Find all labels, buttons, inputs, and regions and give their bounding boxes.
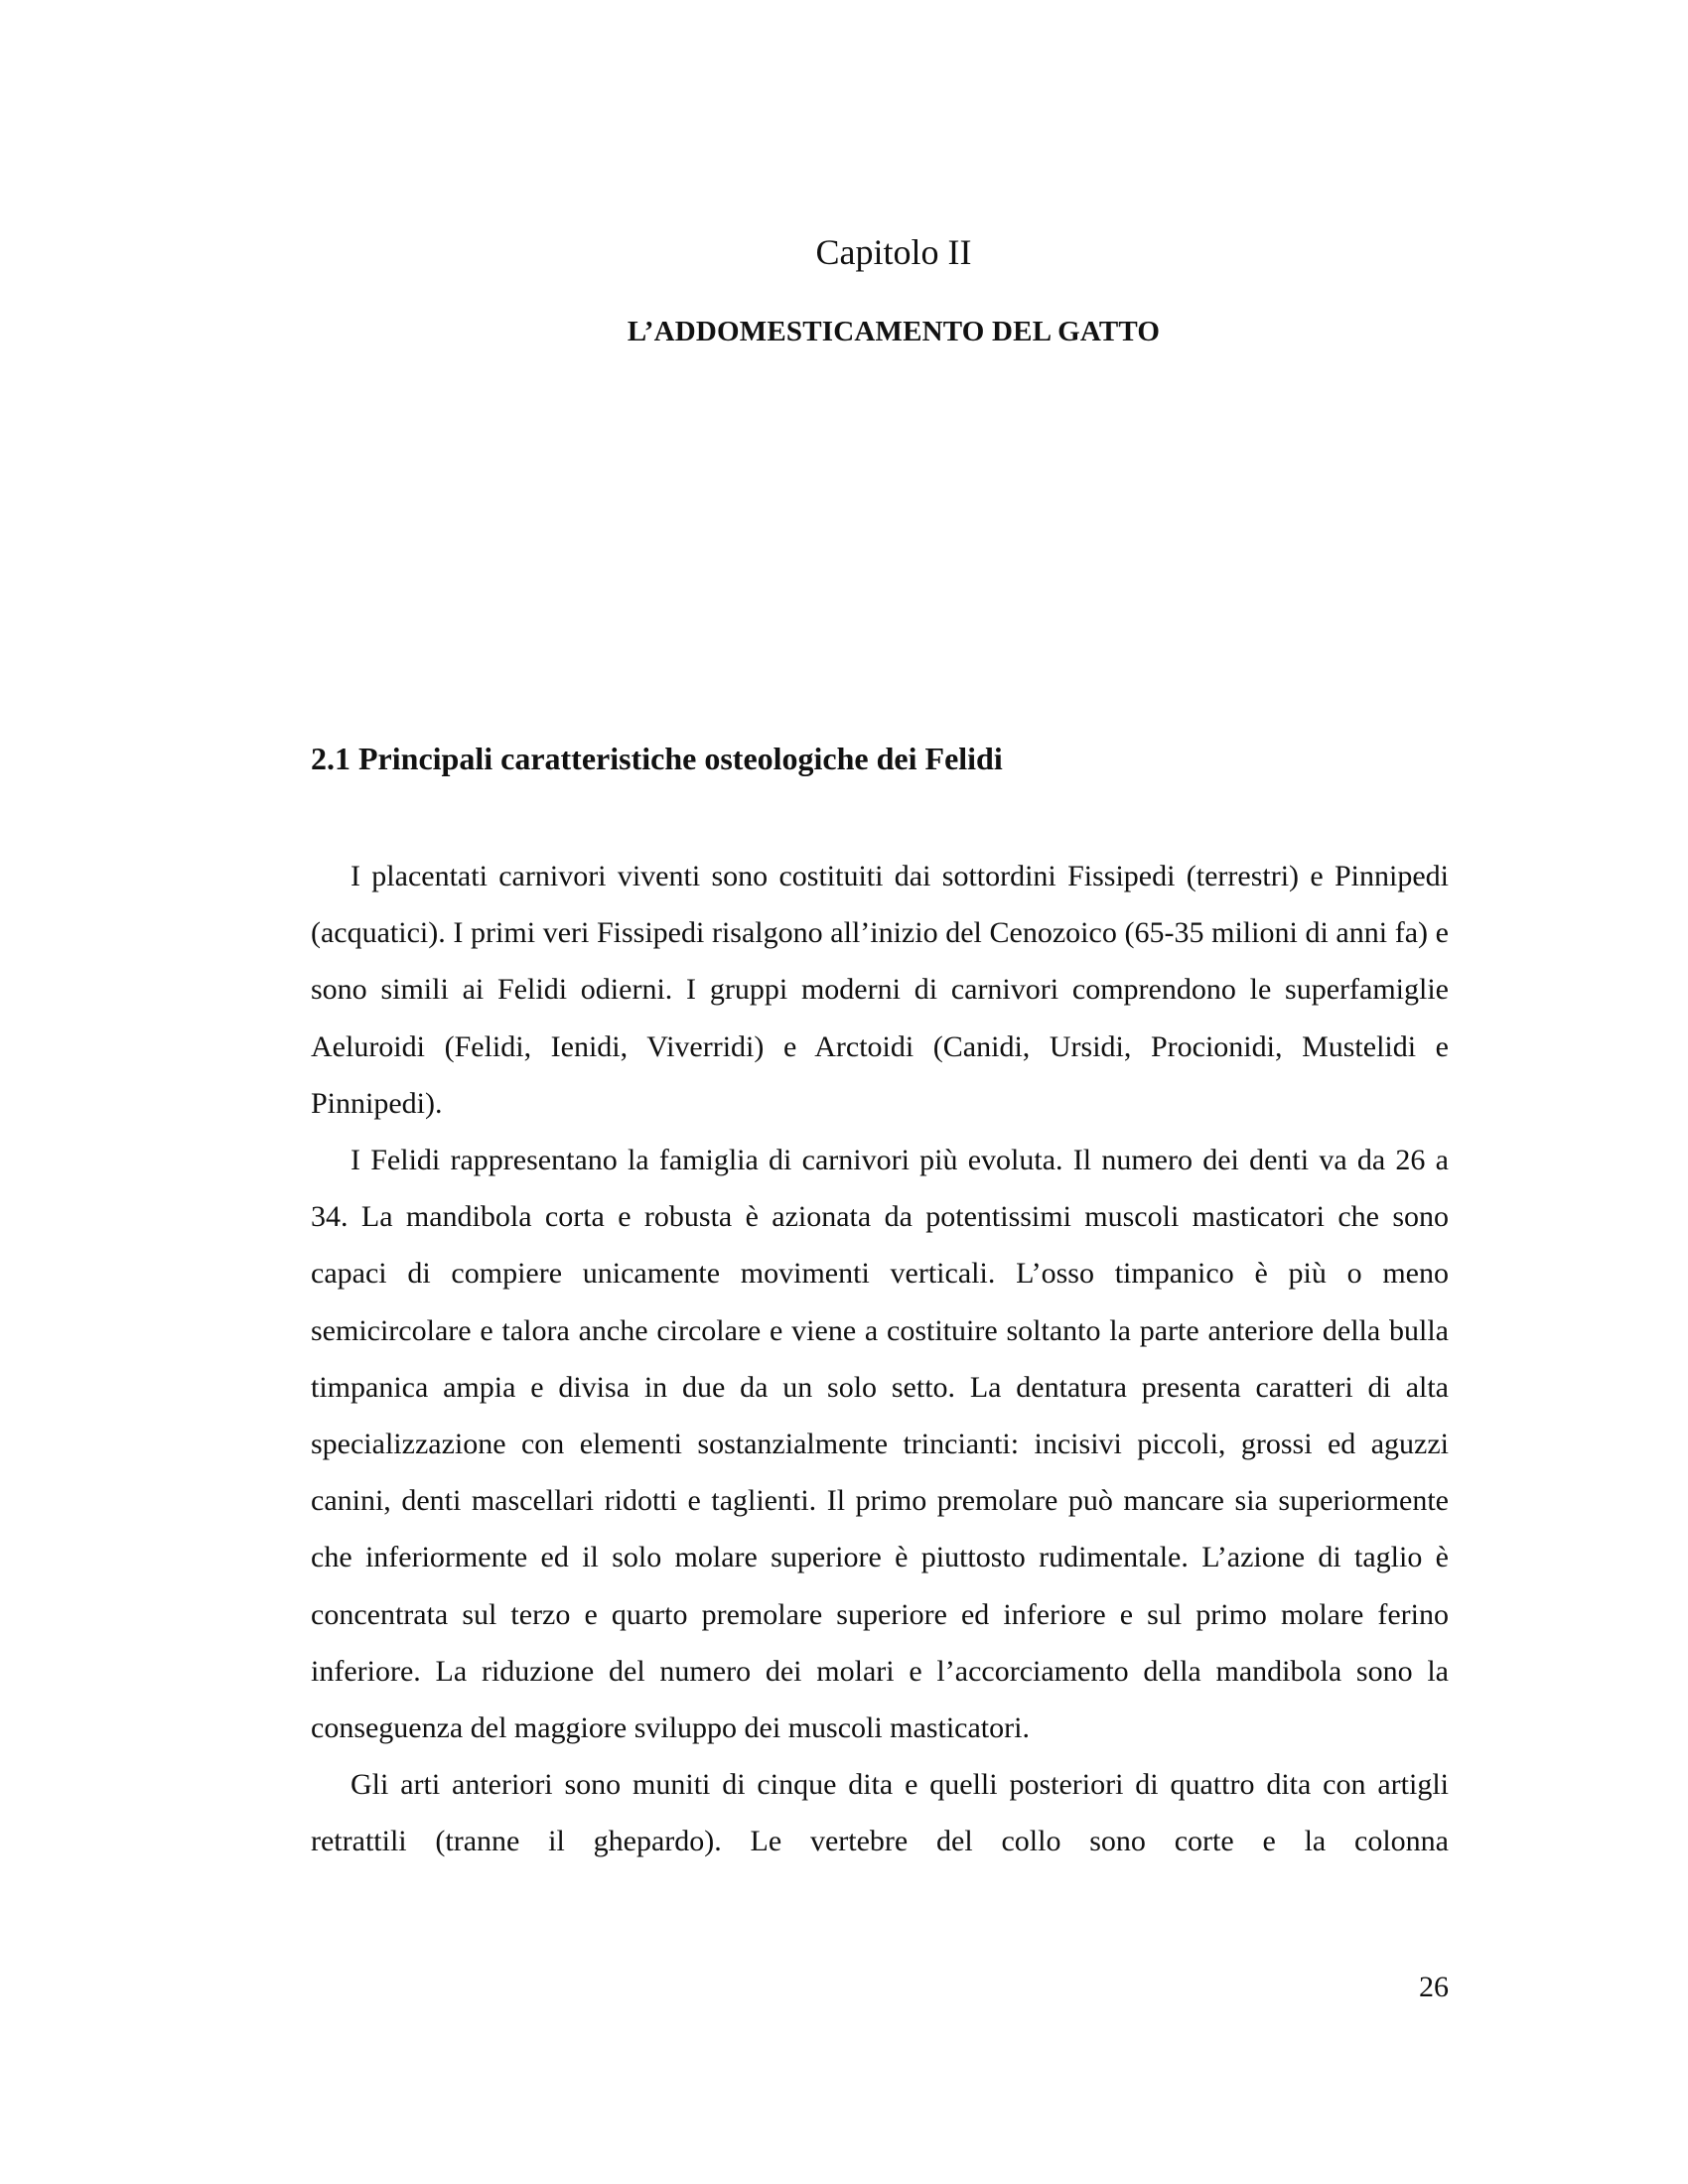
chapter-title: L’ADDOMESTICAMENTO DEL GATTO xyxy=(627,316,1161,347)
page-number: 26 xyxy=(1419,1971,1449,2003)
paragraph-2: I Felidi rappresentano la famiglia di carnivori più evoluta. Il numero dei denti va da 26 a 34. La mandibola corta e robusta è azionata da potentissimi muscoli masticatori che sono capaci di compiere unicamente movimenti verticali. L’osso timpanico è più o meno semicircolare e talora anche circolare e viene a costituire soltanto la parte anteriore della bulla timpanica ampia e divisa in due da un solo setto. La dentatura presenta caratteri di alta specializzazione con elementi sostanzialmente trincianti: incisivi piccoli, grossi ed aguzzi canini, denti mascellari ridotti e taglienti. Il primo premolare può mancare sia superiormente che inferiormente ed il solo molare superiore è piuttosto rudimentale. L’azione di taglio è concentrata sul terzo e quarto premolare superiore ed inferiore e sul primo molare ferino inferiore. La riduzione del numero dei molari e l’accorciamento della mandibola sono la conseguenza del maggiore sviluppo dei muscoli masticatori. xyxy=(311,1144,1449,1745)
paragraph-3: Gli arti anteriori sono muniti di cinque dita e quelli posteriori di quattro dita con artigli retrattili (tranne il ghepardo). Le vertebre del collo sono corte e la colonna xyxy=(311,1768,1449,1858)
chapter-label: Capitolo II xyxy=(815,232,972,272)
paragraph-1: I placentati carnivori viventi sono costituiti dai sottordini Fissipedi (terrestri) e Pinnipedi (acquatici). I primi veri Fissipedi risalgono all’inizio del Cenozoico (65-35 milioni di anni fa) e sono simili ai Felidi odierni. I gruppi moderni di carnivori comprendono le superfamiglie Aeluroidi (Felidi, Ienidi, Viverridi) e Arctoidi (Canidi, Ursidi, Procionidi, Mustelidi e Pinnipedi). xyxy=(311,860,1449,1120)
body-text xyxy=(311,848,1449,1870)
section-heading: 2.1 Principali caratteristiche osteologiche dei Felidi xyxy=(311,741,1003,776)
